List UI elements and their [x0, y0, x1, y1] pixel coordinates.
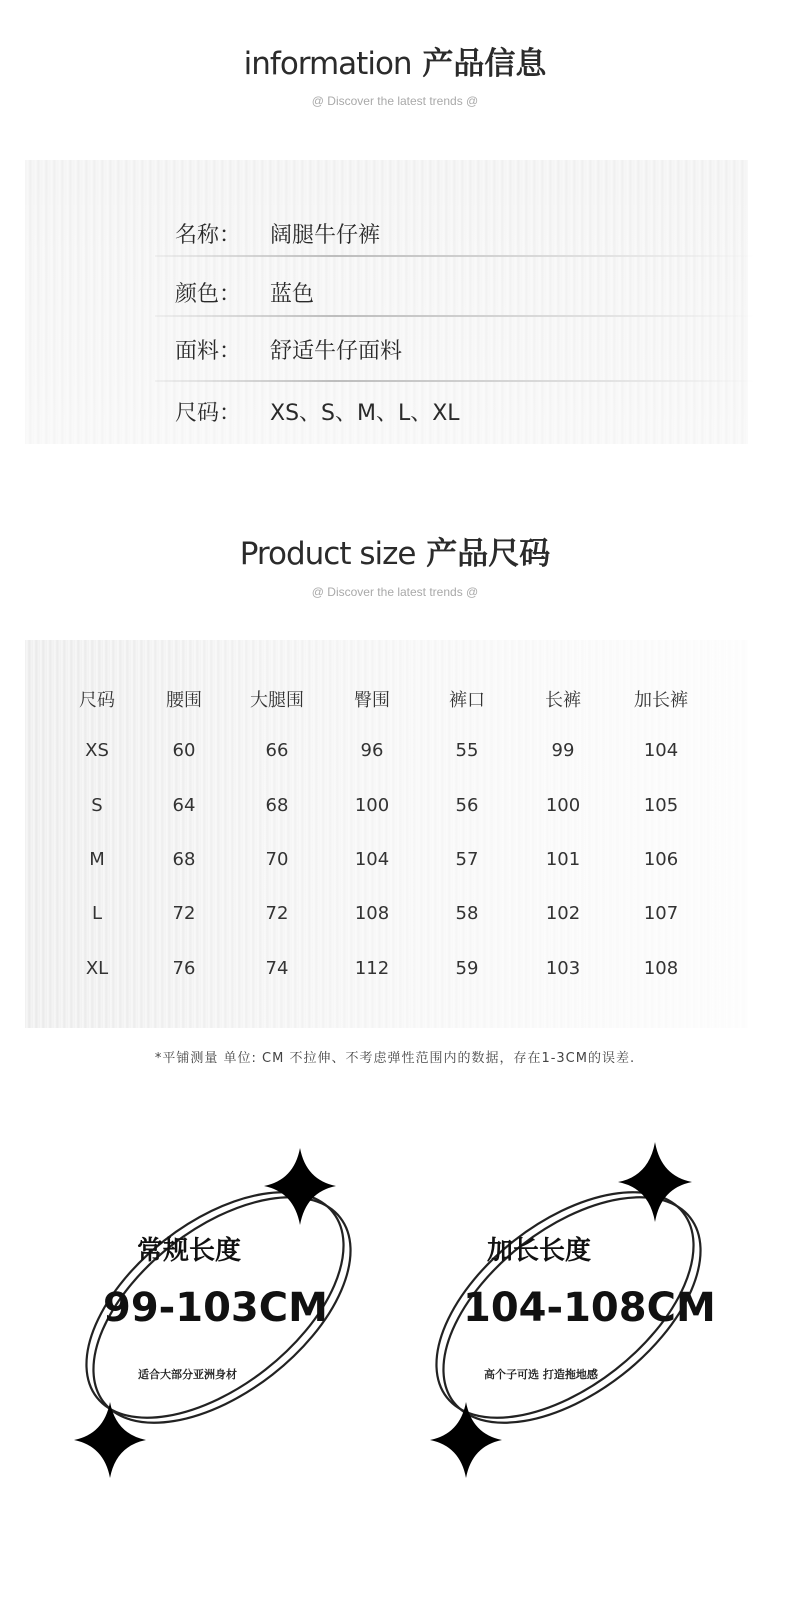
size-table-cell: 66	[265, 740, 289, 761]
extended-length-value: 104-108CM	[463, 1285, 716, 1331]
size-table-cell: XS	[85, 740, 109, 761]
size-table-header: 大腿围	[250, 690, 304, 711]
size-table-cell: 100	[354, 795, 390, 816]
size-table-cell: 72	[172, 903, 196, 924]
info-key: 尺码：	[175, 401, 242, 426]
size-table-header: 臀围	[354, 690, 390, 711]
size-title-cn: 产品尺码	[426, 536, 551, 572]
size-table-cell: 72	[265, 903, 289, 924]
size-table-cell: 58	[455, 903, 479, 924]
info-divider	[155, 255, 755, 257]
size-table-cell: XL	[85, 958, 109, 979]
size-table-cell: 112	[354, 958, 390, 979]
info-title-en: information	[243, 46, 412, 82]
size-table-cell: S	[91, 795, 103, 816]
size-table-cell: 96	[360, 740, 384, 761]
sparkle-star-icon	[430, 1402, 502, 1478]
sparkle-star-icon	[264, 1148, 336, 1225]
size-table-cell: 108	[643, 958, 679, 979]
info-divider	[155, 315, 755, 317]
size-table-header: 裤口	[449, 690, 485, 711]
size-table-cell: 56	[455, 795, 479, 816]
measurement-note: *平铺测量 单位: CM 不拉伸、不考虑弹性范围内的数据，存在1-3CM的误差.	[154, 1051, 636, 1066]
size-table-cell: 70	[265, 849, 289, 870]
product-info-panel	[25, 160, 748, 444]
regular-length-value: 99-103CM	[103, 1285, 328, 1331]
size-table-cell: 104	[354, 849, 390, 870]
size-table-cell: 57	[455, 849, 479, 870]
size-table-cell: 68	[172, 849, 196, 870]
size-section-subtitle: @ Discover the latest trends @	[311, 585, 479, 599]
info-value: 蓝色	[270, 282, 315, 307]
size-table-cell: 105	[643, 795, 679, 816]
regular-length-desc: 适合大部分亚洲身材	[138, 1368, 237, 1381]
extended-length-desc: 高个子可选 打造拖地感	[484, 1368, 598, 1381]
size-table-cell: 102	[545, 903, 581, 924]
regular-length-title: 常规长度	[137, 1236, 242, 1266]
info-key: 面料：	[175, 339, 242, 364]
size-table-cell: 103	[545, 958, 581, 979]
size-table-cell: M	[89, 849, 105, 870]
size-table-header: 腰围	[166, 690, 202, 711]
size-table-panel	[25, 640, 748, 1028]
info-value: 舒适牛仔面料	[270, 339, 403, 364]
size-table-cell: 100	[545, 795, 581, 816]
size-table-cell: L	[91, 903, 103, 924]
size-table-cell: 106	[643, 849, 679, 870]
size-table-cell: 99	[551, 740, 575, 761]
info-key: 颜色：	[175, 282, 242, 307]
sparkle-star-icon	[74, 1402, 146, 1478]
size-table-cell: 107	[643, 903, 679, 924]
info-title-cn: 产品信息	[422, 46, 547, 82]
size-section-title	[0, 528, 790, 573]
info-section-subtitle: @ Discover the latest trends @	[311, 94, 479, 108]
info-key: 名称：	[175, 223, 242, 248]
size-table-cell: 59	[455, 958, 479, 979]
size-table-cell: 55	[455, 740, 479, 761]
size-table-cell: 60	[172, 740, 196, 761]
size-table-cell: 101	[545, 849, 581, 870]
size-title-en: Product size	[239, 536, 416, 572]
info-divider	[155, 380, 755, 382]
size-table-header: 长裤	[545, 690, 581, 711]
size-table-cell: 64	[172, 795, 196, 816]
size-table-cell: 74	[265, 958, 289, 979]
size-table-cell: 68	[265, 795, 289, 816]
size-table-cell: 108	[354, 903, 390, 924]
info-value: XS、S、M、L、XL	[270, 401, 460, 426]
extended-length-title: 加长长度	[487, 1236, 592, 1266]
info-value: 阔腿牛仔裤	[270, 223, 381, 248]
size-table-cell: 76	[172, 958, 196, 979]
size-table-header: 加长裤	[634, 690, 688, 711]
size-table-header: 尺码	[79, 690, 115, 711]
info-section-title	[0, 38, 790, 83]
size-table-cell: 104	[643, 740, 679, 761]
